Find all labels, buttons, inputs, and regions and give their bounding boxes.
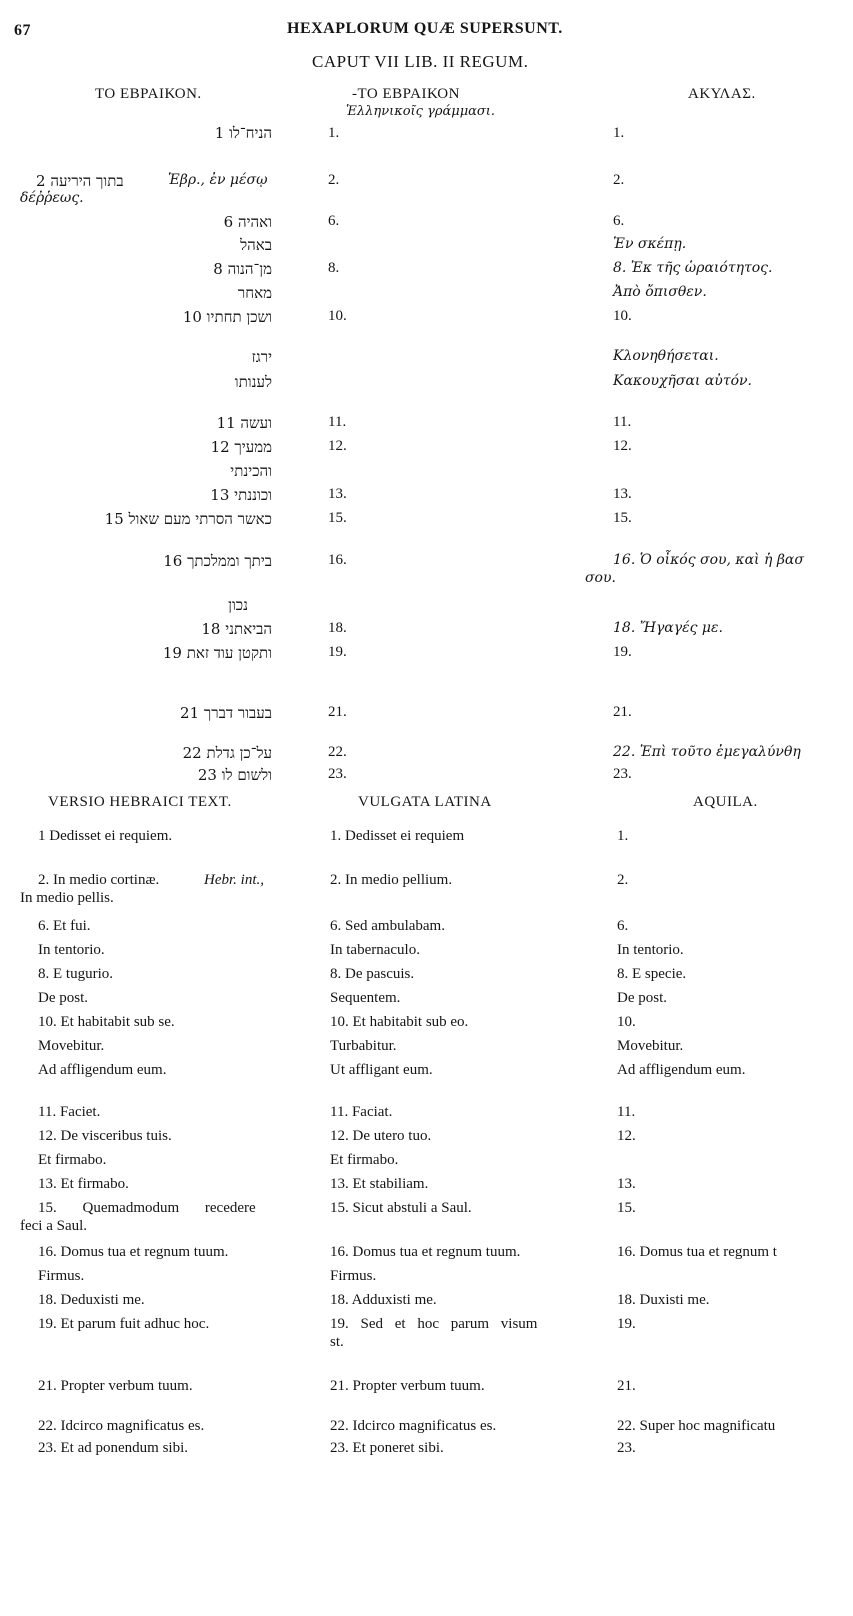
page-number: 67	[14, 22, 31, 39]
vulgata-line: st.	[330, 1334, 344, 1350]
vulgata-line: 15. Sicut abstuli a Saul.	[330, 1200, 472, 1216]
versio-line: 23. Et ad ponendum sibi.	[38, 1440, 188, 1456]
versio-line: Ad affligendum eum.	[38, 1062, 167, 1078]
aquila-greek-line: 8. Ἐκ τῆς ὡραιότητος.	[613, 260, 773, 276]
hebrew-line: באהל	[240, 236, 272, 254]
aquila-latin-line: 6.	[617, 918, 629, 934]
aquila-latin-line: 13.	[617, 1176, 636, 1192]
hebrew-line: על־כן גדלת 22	[182, 744, 272, 762]
vulgata-line: Firmus.	[330, 1268, 377, 1284]
hebrew-line: בתוך היריעה 2	[36, 172, 124, 190]
versio-line: In medio pellis.	[20, 890, 114, 906]
versio-line: 11. Faciet.	[38, 1104, 101, 1120]
hebrew-line: והכינתי	[230, 462, 272, 480]
column-head-vulgata: VULGATA LATINA	[358, 794, 492, 810]
vulgata-line: 11. Faciat.	[330, 1104, 393, 1120]
vulgata-line: 1. Dedisset ei requiem	[330, 828, 465, 844]
aquila-greek-line: 2.	[613, 172, 625, 188]
aquila-latin-line: 22. Super hoc magnificatu	[617, 1418, 776, 1434]
aquila-latin-line: 10.	[617, 1014, 636, 1030]
aquila-latin-line: 2.	[617, 872, 629, 888]
aquila-greek-line: 22. Ἐπὶ τοῦτο ἐμεγαλύνθη	[613, 744, 801, 760]
vulgata-line: 6. Sed ambulabam.	[330, 918, 445, 934]
aquila-greek-line: Κακουχῆσαι αὐτόν.	[613, 373, 752, 389]
versio-line: In tentorio.	[38, 942, 105, 958]
versio-line: 16. Domus tua et regnum tuum.	[38, 1244, 229, 1260]
versio-line: 15. Quemadmodum recedere	[38, 1200, 256, 1216]
hebrew-line: לענותו	[234, 373, 272, 391]
hebrew-line: ולשום לו 23	[197, 766, 272, 784]
hebrew-line: נכון	[228, 596, 248, 614]
transliteration-line: 23.	[328, 766, 347, 782]
aquila-greek-line: 1.	[613, 125, 625, 141]
versio-line: 21. Propter verbum tuum.	[38, 1378, 193, 1394]
aquila-greek-line: σου.	[585, 570, 616, 586]
column-subhead-transliteration: Ἑλληνικοῖς γράμμασι.	[346, 104, 496, 119]
aquila-latin-line: 18. Duxisti me.	[617, 1292, 710, 1308]
column-head-hebrew: ΤΟ ΕΒΡΑΙΚΟΝ.	[95, 86, 202, 102]
column-head-aquila-latin: AQUILA.	[693, 794, 758, 810]
transliteration-line: 22.	[328, 744, 347, 760]
vulgata-line: 2. In medio pellium.	[330, 872, 453, 888]
aquila-latin-line: 8. E specie.	[617, 966, 687, 982]
hebrew-line: ממעיך 12	[210, 438, 272, 456]
aquila-latin-line: De post.	[617, 990, 667, 1006]
hebrew-line: ותקטן עוד זאת 19	[162, 644, 272, 662]
aquila-greek-line: 21.	[613, 704, 632, 720]
vulgata-line: 16. Domus tua et regnum tuum.	[330, 1244, 521, 1260]
hebrew-line: בעבור דברך 21	[180, 704, 272, 722]
vulgata-line: 22. Idcirco magnificatus es.	[330, 1418, 497, 1434]
transliteration-line: 1.	[328, 125, 340, 141]
hebrew-line: ירגז	[251, 348, 272, 366]
transliteration-line: 11.	[328, 414, 347, 430]
hebrew-line: וכוננתי 13	[210, 486, 272, 504]
vulgata-line: 12. De utero tuo.	[330, 1128, 432, 1144]
aquila-latin-line: 23.	[617, 1440, 636, 1456]
aquila-greek-line: 6.	[613, 213, 625, 229]
aquila-greek-line: 11.	[613, 414, 632, 430]
vulgata-line: Sequentem.	[330, 990, 401, 1006]
page-title: HEXAPLORUM QUÆ SUPERSUNT.	[287, 20, 563, 37]
versio-line: 2. In medio cortinæ.	[38, 872, 160, 888]
transliteration-line: 21.	[328, 704, 347, 720]
hebrew-line: ואהיה 6	[223, 213, 272, 231]
versio-line: 19. Et parum fuit adhuc hoc.	[38, 1316, 210, 1332]
versio-line: 6. Et fui.	[38, 918, 91, 934]
aquila-greek-line: 18. Ἤγαγές με.	[613, 620, 723, 636]
chapter-title: CAPUT VII LIB. II REGUM.	[312, 52, 529, 71]
vulgata-line: Et firmabo.	[330, 1152, 399, 1168]
hebrew-note-greek-cont: δέῤῥεως.	[20, 190, 84, 206]
versio-line: 10. Et habitabit sub se.	[38, 1014, 175, 1030]
vulgata-line: 23. Et poneret sibi.	[330, 1440, 444, 1456]
hebrew-note-greek: Ἑβρ., ἐν μέσῳ	[168, 172, 268, 188]
transliteration-line: 13.	[328, 486, 347, 502]
aquila-greek-line: 10.	[613, 308, 632, 324]
aquila-latin-line: 21.	[617, 1378, 636, 1394]
transliteration-line: 15.	[328, 510, 347, 526]
versio-line: 18. Deduxisti me.	[38, 1292, 145, 1308]
hebrew-line: הניח־לו 1	[214, 124, 272, 142]
aquila-latin-line: 12.	[617, 1128, 636, 1144]
aquila-latin-line: Ad affligendum eum.	[617, 1062, 746, 1078]
vulgata-line: Turbabitur.	[330, 1038, 397, 1054]
vulgata-line: 8. De pascuis.	[330, 966, 415, 982]
versio-line: Hebr. int.,	[204, 872, 264, 888]
aquila-greek-line: 23.	[613, 766, 632, 782]
versio-line: 22. Idcirco magnificatus es.	[38, 1418, 205, 1434]
versio-line: Movebitur.	[38, 1038, 105, 1054]
aquila-latin-line: In tentorio.	[617, 942, 684, 958]
column-head-versio: VERSIO HEBRAICI TEXT.	[48, 794, 232, 810]
aquila-greek-line: Ἀπὸ ὄπισθεν.	[613, 284, 707, 300]
versio-line: De post.	[38, 990, 88, 1006]
transliteration-line: 10.	[328, 308, 347, 324]
hebrew-line: הביאתני 18	[201, 620, 272, 638]
versio-line: feci a Saul.	[20, 1218, 88, 1234]
vulgata-line: 13. Et stabiliam.	[330, 1176, 429, 1192]
versio-line: Firmus.	[38, 1268, 85, 1284]
transliteration-line: 16.	[328, 552, 347, 568]
aquila-greek-line: 13.	[613, 486, 632, 502]
vulgata-line: In tabernaculo.	[330, 942, 420, 958]
transliteration-line: 2.	[328, 172, 340, 188]
aquila-latin-line: 11.	[617, 1104, 636, 1120]
aquila-latin-line: 16. Domus tua et regnum t	[617, 1244, 777, 1260]
hebrew-line: ועשה 11	[216, 414, 272, 432]
hebrew-line: ושכן תחתיו 10	[182, 308, 272, 326]
vulgata-line: Ut affligant eum.	[330, 1062, 433, 1078]
vulgata-line: 21. Propter verbum tuum.	[330, 1378, 485, 1394]
transliteration-line: 12.	[328, 438, 347, 454]
transliteration-line: 8.	[328, 260, 340, 276]
hebrew-line: מן־הנוה 8	[213, 260, 272, 278]
hebrew-line: כאשר הסרתי מעם שאול 15	[104, 510, 272, 528]
vulgata-line: 19. Sed et hoc parum visum	[330, 1316, 538, 1332]
versio-line: 12. De visceribus tuis.	[38, 1128, 172, 1144]
aquila-greek-line: 16. Ὁ οἶκός σου, καὶ ἡ βασ	[613, 552, 804, 568]
versio-line: 13. Et firmabo.	[38, 1176, 129, 1192]
column-head-aquila-greek: ΑΚΥΛΑΣ.	[688, 86, 756, 102]
transliteration-line: 6.	[328, 213, 340, 229]
versio-line: Et firmabo.	[38, 1152, 107, 1168]
aquila-greek-line: 12.	[613, 438, 632, 454]
transliteration-line: 18.	[328, 620, 347, 636]
hebrew-line: ביתך וממלכתך 16	[163, 552, 272, 570]
aquila-greek-line: 19.	[613, 644, 632, 660]
aquila-latin-line: 19.	[617, 1316, 636, 1332]
aquila-latin-line: Movebitur.	[617, 1038, 684, 1054]
aquila-greek-line: Κλονηθήσεται.	[613, 348, 719, 364]
versio-line: 1 Dedisset ei requiem.	[38, 828, 173, 844]
aquila-greek-line: Ἐν σκέπῃ.	[613, 236, 687, 252]
hebrew-line: מאחר	[237, 284, 272, 302]
transliteration-line: 19.	[328, 644, 347, 660]
aquila-latin-line: 15.	[617, 1200, 636, 1216]
aquila-latin-line: 1.	[617, 828, 629, 844]
vulgata-line: 10. Et habitabit sub eo.	[330, 1014, 469, 1030]
aquila-greek-line: 15.	[613, 510, 632, 526]
vulgata-line: 18. Adduxisti me.	[330, 1292, 437, 1308]
column-head-transliteration: -ΤΟ ΕΒΡΑΙΚΟΝ	[352, 86, 460, 102]
versio-line: 8. E tugurio.	[38, 966, 113, 982]
